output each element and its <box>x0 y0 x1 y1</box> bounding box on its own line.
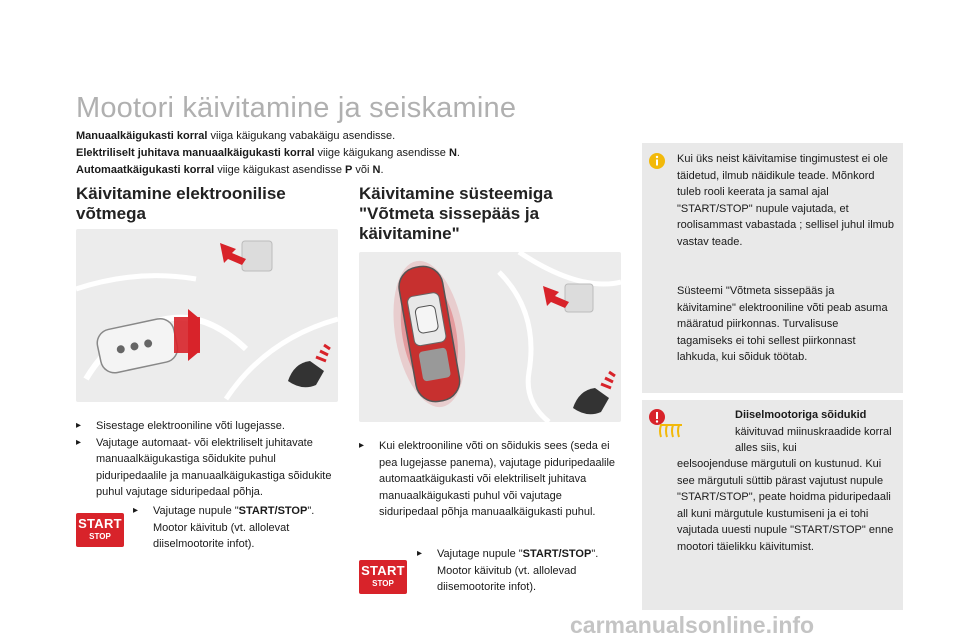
list-item: ▸ Vajutage automaat- või elektriliselt juhitavate manuaalkäigukastiga sõidukite puhul piduripedaalile ja manuaalkäigukastiga sõidukite puhul vajutage siduripedaal põhja. <box>76 436 332 498</box>
list-item: ▸ Sisestage elektrooniline võti lugejasse. <box>76 418 338 435</box>
warning-heading: Diiselmootoriga sõidukid <box>735 409 867 421</box>
warning-panel <box>642 400 903 610</box>
list-item: ▸ Vajutage nupule "START/STOP". Mootor käivitub (vt. allolevat diiselmootorite infot). <box>133 505 315 550</box>
bullet-marker-icon: ▸ <box>76 420 82 431</box>
info-paragraph-1: Kui üks neist käivitamise tingimustest ei ole täidetud, ilmub näidikule teade. Mõnkord tuleb rooli keerata ja samal ajal "START/STOP" nupule vajutada, et roolisammast vabastada ; sellisel juhul ilmub vastav teade. <box>677 153 895 248</box>
list-item: ▸ Kui elektrooniline võti on sõidukis sees (seda ei pea lugejasse panema), vajutage piduripedaalile automaatkäigukasti või elektriliselt juhitava manuaalkäigukasti puhul või vajutage siduripedaal põhja manuaalkäigukasti puhul. <box>359 440 616 518</box>
intro-line-automatic: Automaatkäigukasti korral viige käigukast asendisse P või N. <box>76 164 384 176</box>
middle-heading: Käivitamine süsteemiga "Võtmeta sissepääs ja käivitamine" <box>359 184 553 243</box>
left-instructions <box>76 418 338 501</box>
warning-intro: Diiselmootoriga sõidukid käivituvad miinuskraadide korral alles siis, kui <box>735 409 892 454</box>
bullet-marker-icon: ▸ <box>76 436 82 448</box>
middle-instructions <box>359 438 621 521</box>
info-paragraph-2: Süsteemi "Võtmeta sissepääs ja käivitamine" elektrooniline võti peab asuma määratud piirkonnas. Turvalisuse tagamiseks ei tohi sellest piirkonnast lahkuda, kui sõiduk töötab. <box>677 285 888 363</box>
intro-text <box>76 128 460 179</box>
middle-start-instruction <box>417 546 627 596</box>
start-stop-button-icon: START STOP <box>76 513 124 547</box>
start-stop-button-icon: START STOP <box>359 560 407 594</box>
bullet-marker-icon: ▸ <box>133 505 139 516</box>
bullet-marker-icon: ▸ <box>417 548 423 559</box>
keyless-system-illustration <box>359 252 621 422</box>
left-heading: Käivitamine elektroonilise võtmega <box>76 184 286 223</box>
page-title: Mootori käivitamine ja seiskamine <box>76 92 517 124</box>
electronic-key-illustration <box>76 229 338 402</box>
list-item: ▸ Vajutage nupule "START/STOP". Mootor käivitub (vt. allolevad diisemootorite infot). <box>417 548 599 593</box>
info-icon <box>648 152 666 170</box>
watermark: carmanualsonline.info <box>570 612 815 638</box>
intro-line-manual: Manuaalkäigukasti korral viiga käigukang vabakäigu asendisse. <box>76 130 396 142</box>
intro-line-electric: Elektriliselt juhitava manuaalkäigukasti korral viige käigukang asendisse N. <box>76 147 460 159</box>
info-panel <box>642 143 903 393</box>
glow-plug-icon <box>658 422 688 440</box>
left-start-instruction <box>133 503 343 553</box>
bullet-marker-icon: ▸ <box>359 440 365 451</box>
warning-body: eelsoojenduse märgutuli on kustunud. Kui see märgutuli süttib pärast vajutust nupule "START/STOP", peate hoidma piduripedaali all kuni märgutule kustumiseni ja ei tohi vajutada uuesti nupule "START/STOP" enne mootori täielikku käivitumist. <box>677 458 894 553</box>
